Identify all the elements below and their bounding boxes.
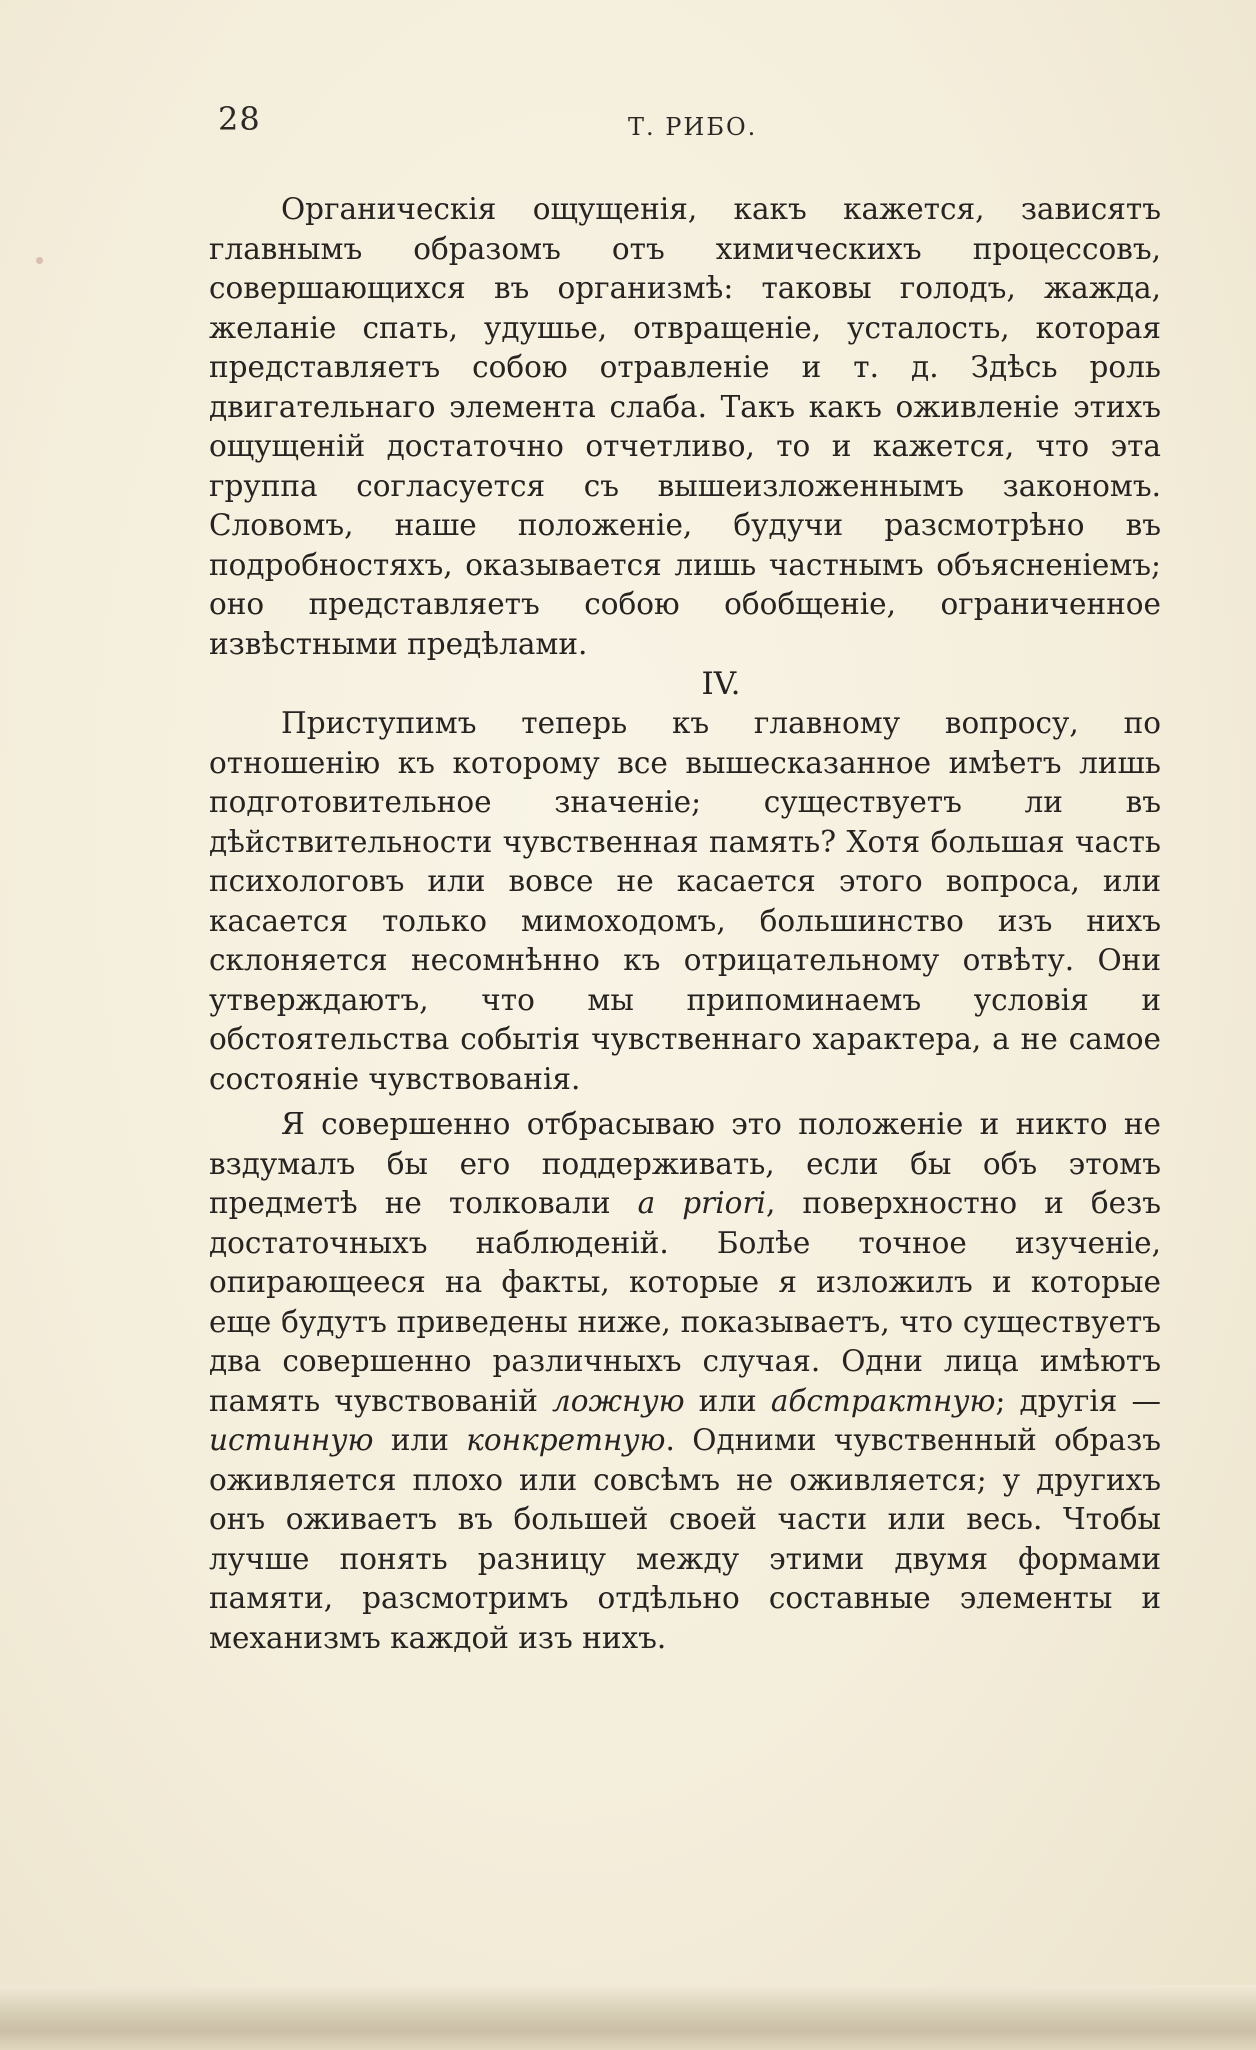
paragraph-3-text-2: , поверхностно и безъ достаточныхъ наблюденій. Болѣе точное изученіе, опирающееся на факты, которые я изложилъ и которые еще будутъ приведены ниже, показываетъ, что существуетъ два совершенно различныхъ случая. Одни лица имѣютъ память чувствованій	[209, 1186, 1161, 1418]
paragraph-2: Приступимъ теперь къ главному вопросу, по отношенію къ которому все вышесказанное имѣетъ лишь подготовительное значеніе; существуетъ ли въ дѣйствительности чувственная память? Хотя большая часть психологовъ или вовсе не касается этого вопроса, или касается только мимоходомъ, большинство изъ нихъ склоняется несомнѣнно къ отрицательному отвѣту. Они утверждаютъ, что мы припоминаемъ условія и обстоятельства событія чувственнаго характера, а не самое состояніе чувствованія.	[209, 706, 1161, 1096]
section-heading: IV.	[701, 666, 741, 702]
paragraph-1: Органическія ощущенія, какъ кажется, зависятъ главнымъ образомъ отъ химическихъ процессовъ, совершающихся въ организмѣ: таковы голодъ, жажда, желаніе спать, удушье, отвращеніе, усталость, которая представляетъ собою отравленіе и т. д. Здѣсь роль двигательнаго элемента слаба. Такъ какъ оживленіе этихъ ощущеній достаточно отчетливо, то и кажется, что эта группа согласуется съ вышеизложеннымъ закономъ. Словомъ, наше положеніе, будучи разсмотрѣно въ подробностяхъ, оказывается лишь частнымъ объясненіемъ; оно представляетъ собою обобщеніе, ограниченное извѣстными предѣлами.	[209, 192, 1161, 661]
body-text	[209, 190, 1161, 1658]
paragraph-3-text-5: или	[373, 1423, 467, 1457]
paragraph-3-text-3: или	[684, 1383, 771, 1418]
paragraph-3-text-4: ; другія —	[995, 1383, 1161, 1418]
italic-abstract: абстрактную	[770, 1383, 996, 1418]
running-head: Т. РИБО.	[628, 113, 758, 141]
page-bottom-edge	[0, 1985, 1256, 2050]
paper-stain	[36, 257, 43, 264]
italic-a-priori: a priori	[637, 1186, 766, 1220]
italic-true: истинную	[209, 1423, 374, 1457]
paragraph-3-text-1: Я совершенно отбрасываю это положеніе и никто не вздумалъ бы его поддерживать, если бы объ этомъ предметѣ не толковали	[209, 1107, 1161, 1220]
paragraph-3	[209, 1105, 1161, 1658]
page-number: 28	[218, 100, 261, 138]
italic-concrete: конкретную	[466, 1423, 666, 1457]
italic-false-memory: ложную	[551, 1383, 685, 1418]
paragraph-3-text-6: . Одними чувственный образъ оживляется плохо или совсѣмъ не оживляется; у другихъ онъ оживаетъ въ большей своей части или весь. Чтобы лучше понять разницу между этими двумя формами памяти, разсмотримъ отдѣльно составные элементы и механизмъ каждой изъ нихъ.	[209, 1423, 1161, 1655]
